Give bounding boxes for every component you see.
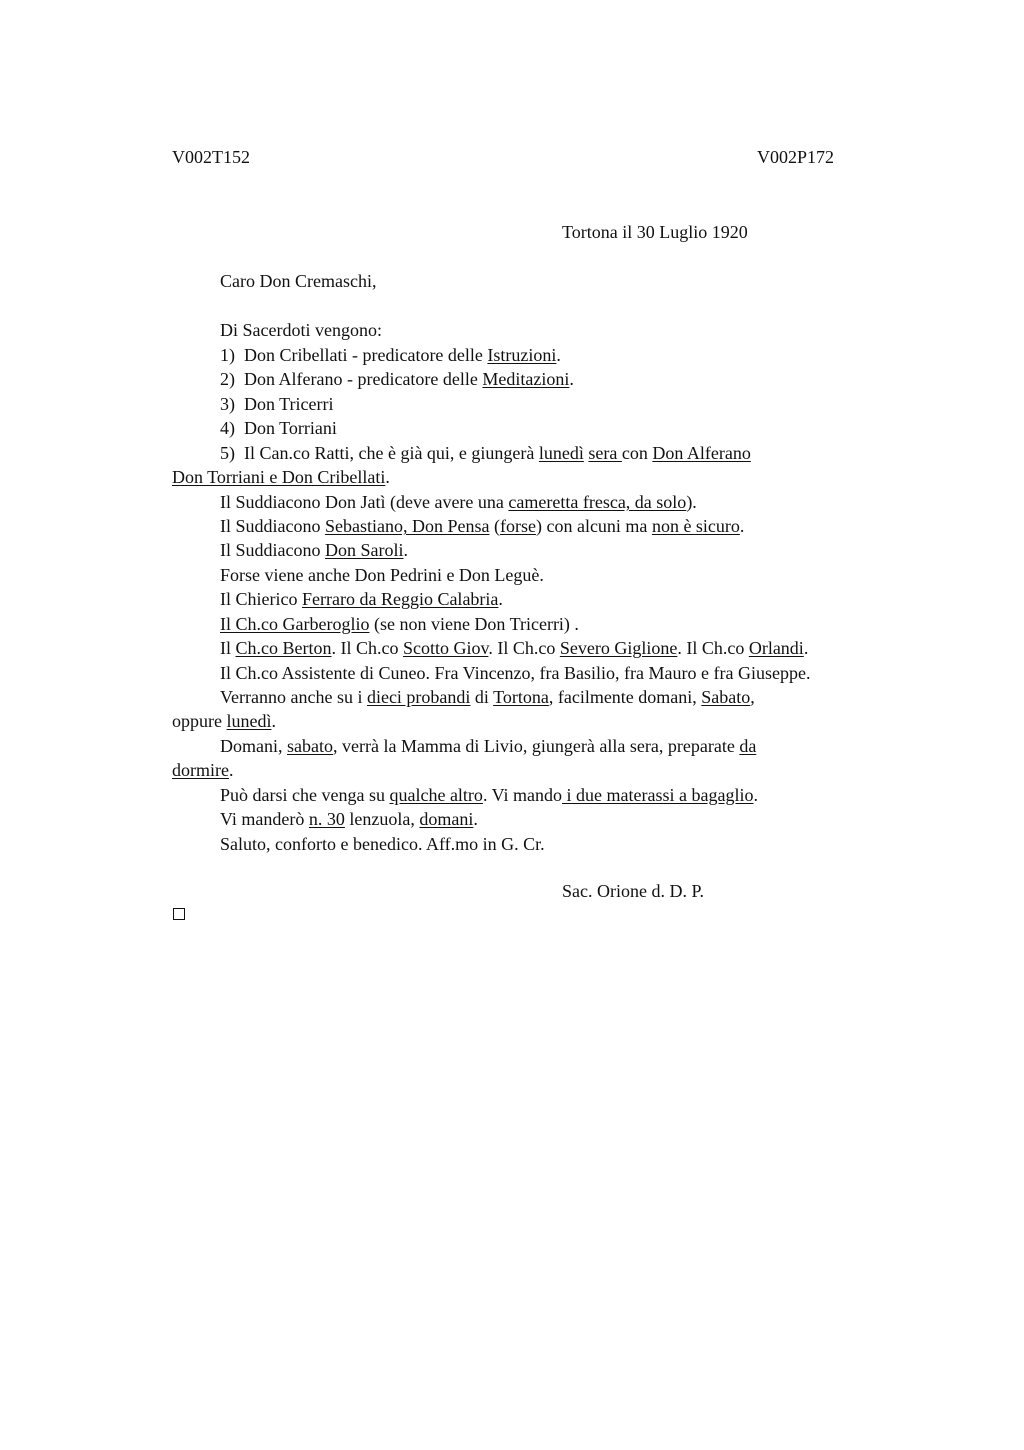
text-run: lenzuola, bbox=[344, 809, 420, 829]
text-run: Verranno anche su i bbox=[220, 687, 367, 707]
list-text: Don Cribellati - predicatore delle bbox=[244, 345, 488, 365]
text-run: di bbox=[470, 687, 494, 707]
text-run: . bbox=[753, 785, 758, 805]
list-text: Don Torriani bbox=[244, 418, 337, 438]
text-run: Il Suddiacono bbox=[220, 516, 325, 536]
list-text: Don Tricerri bbox=[244, 394, 334, 414]
body-line bbox=[220, 734, 756, 758]
punctuation: . bbox=[569, 369, 574, 389]
place-date: Tortona il 30 Luglio 1920 bbox=[562, 222, 748, 242]
underlined-text: Istruzioni bbox=[487, 345, 557, 365]
body-line-continuation bbox=[172, 758, 233, 782]
list-number: 1) bbox=[220, 345, 235, 365]
empty-box-icon bbox=[173, 908, 185, 920]
text-run: ). bbox=[686, 492, 697, 512]
text-run: , verrà la Mamma di Livio, giungerà alla sera, preparate bbox=[332, 736, 740, 756]
body-line-continuation bbox=[172, 709, 276, 733]
underlined-text: qualche altro bbox=[389, 785, 483, 805]
list-text: con bbox=[621, 443, 653, 463]
body-line bbox=[220, 612, 579, 636]
underlined-text: domani bbox=[419, 809, 474, 829]
list-text: Don Alferano - predicatore delle bbox=[244, 369, 483, 389]
underlined-text: Ch.co Berton bbox=[235, 638, 332, 658]
text-run: (se non viene Don Tricerri) . bbox=[369, 614, 579, 634]
list-number: 2) bbox=[220, 369, 235, 389]
underlined-text: Tortona bbox=[493, 687, 549, 707]
underlined-text: i due materassi a bagaglio bbox=[562, 785, 754, 805]
list-number: 4) bbox=[220, 418, 235, 438]
punctuation: . bbox=[556, 345, 561, 365]
underlined-text: forse bbox=[499, 516, 536, 536]
text-run: Il Suddiacono bbox=[220, 540, 325, 560]
body-line bbox=[220, 538, 408, 562]
underlined-text: Ferraro da Reggio Calabria bbox=[301, 589, 499, 609]
underlined-text: n. 30 bbox=[308, 809, 345, 829]
list-number: 5) bbox=[220, 443, 235, 463]
list-text: Il Can.co Ratti, che è già qui, e giungerà bbox=[244, 443, 539, 463]
text-run: . bbox=[403, 540, 408, 560]
text-run: Forse viene anche Don Pedrini e Don Leguè. bbox=[220, 565, 544, 585]
text-run: ) con alcuni ma bbox=[535, 516, 652, 536]
punctuation: . bbox=[228, 760, 234, 780]
body-line bbox=[220, 661, 810, 685]
underlined-text: dormire bbox=[172, 760, 229, 780]
punctuation: . bbox=[271, 711, 276, 731]
list-item-continuation bbox=[172, 465, 390, 489]
underlined-text: da bbox=[739, 736, 757, 756]
underlined-text: Don Alferano bbox=[652, 443, 751, 463]
list-item bbox=[220, 343, 561, 367]
body-line bbox=[220, 807, 478, 831]
body-line bbox=[220, 636, 808, 660]
punctuation: . bbox=[385, 467, 390, 487]
underlined-text: Orlandi bbox=[748, 638, 804, 658]
signature: Sac. Orione d. D. P. bbox=[562, 881, 704, 901]
underlined-text: Il Ch.co Garberoglio bbox=[220, 614, 370, 634]
text-run: Domani, bbox=[220, 736, 287, 756]
underlined-text: Sabato bbox=[701, 687, 751, 707]
underlined-text: Scotto Giov bbox=[403, 638, 489, 658]
text-run: Può darsi che venga su bbox=[220, 785, 390, 805]
text-run: . Il Ch.co bbox=[677, 638, 749, 658]
underlined-text: Severo Giglione bbox=[559, 638, 678, 658]
underlined-text: sera bbox=[588, 443, 622, 463]
document-code-left: V002T152 bbox=[172, 147, 250, 167]
text-run: Saluto, conforto e benedico. Aff.mo in G. Cr. bbox=[220, 834, 545, 854]
text-run: . bbox=[739, 516, 745, 536]
document-code-right: V002P172 bbox=[757, 147, 835, 167]
list-item bbox=[220, 367, 574, 391]
intro-line: Di Sacerdoti vengono: bbox=[220, 320, 382, 340]
text-run: Il Ch.co Assistente di Cuneo. Fra Vincenzo, fra Basilio, fra Mauro e fra Giuseppe. bbox=[220, 663, 811, 683]
text-run: . Vi mando bbox=[482, 785, 563, 805]
underlined-text: cameretta fresca, da solo bbox=[508, 492, 687, 512]
body-line bbox=[220, 587, 503, 611]
text-run: . bbox=[498, 589, 503, 609]
text-run: , facilmente domani, bbox=[548, 687, 702, 707]
underlined-text: Don Saroli bbox=[325, 540, 404, 560]
underlined-text: Meditazioni bbox=[482, 369, 570, 389]
text-run: , bbox=[750, 687, 755, 707]
body-line bbox=[220, 783, 758, 807]
underlined-text: non è sicuro bbox=[651, 516, 740, 536]
text-run: Il bbox=[220, 638, 236, 658]
body-line bbox=[220, 490, 697, 514]
closing-line bbox=[220, 832, 545, 856]
text-run: oppure bbox=[172, 711, 227, 731]
text-run: . Il Ch.co bbox=[488, 638, 560, 658]
list-number: 3) bbox=[220, 394, 235, 414]
text-run: Vi manderò bbox=[220, 809, 309, 829]
text-run: . Il Ch.co bbox=[331, 638, 403, 658]
text-run: ( bbox=[489, 516, 500, 536]
text-run: Il Chierico bbox=[220, 589, 302, 609]
text-run: . bbox=[473, 809, 478, 829]
list-item bbox=[220, 392, 334, 416]
body-line bbox=[220, 563, 544, 587]
underlined-text: Don Torriani e Don Cribellati bbox=[172, 467, 386, 487]
underlined-text: sabato bbox=[287, 736, 333, 756]
salutation: Caro Don Cremaschi, bbox=[220, 271, 377, 291]
underlined-text: Sebastiano, Don Pensa bbox=[325, 516, 490, 536]
list-item bbox=[220, 441, 751, 465]
underlined-text: lunedì bbox=[226, 711, 272, 731]
body-line bbox=[220, 685, 755, 709]
underlined-text: dieci probandi bbox=[366, 687, 471, 707]
list-item bbox=[220, 416, 337, 440]
body-line bbox=[220, 514, 744, 538]
text-run: . bbox=[803, 638, 809, 658]
text-run: Il Suddiacono Don Jatì (deve avere una bbox=[220, 492, 509, 512]
underlined-text: lunedì bbox=[538, 443, 584, 463]
